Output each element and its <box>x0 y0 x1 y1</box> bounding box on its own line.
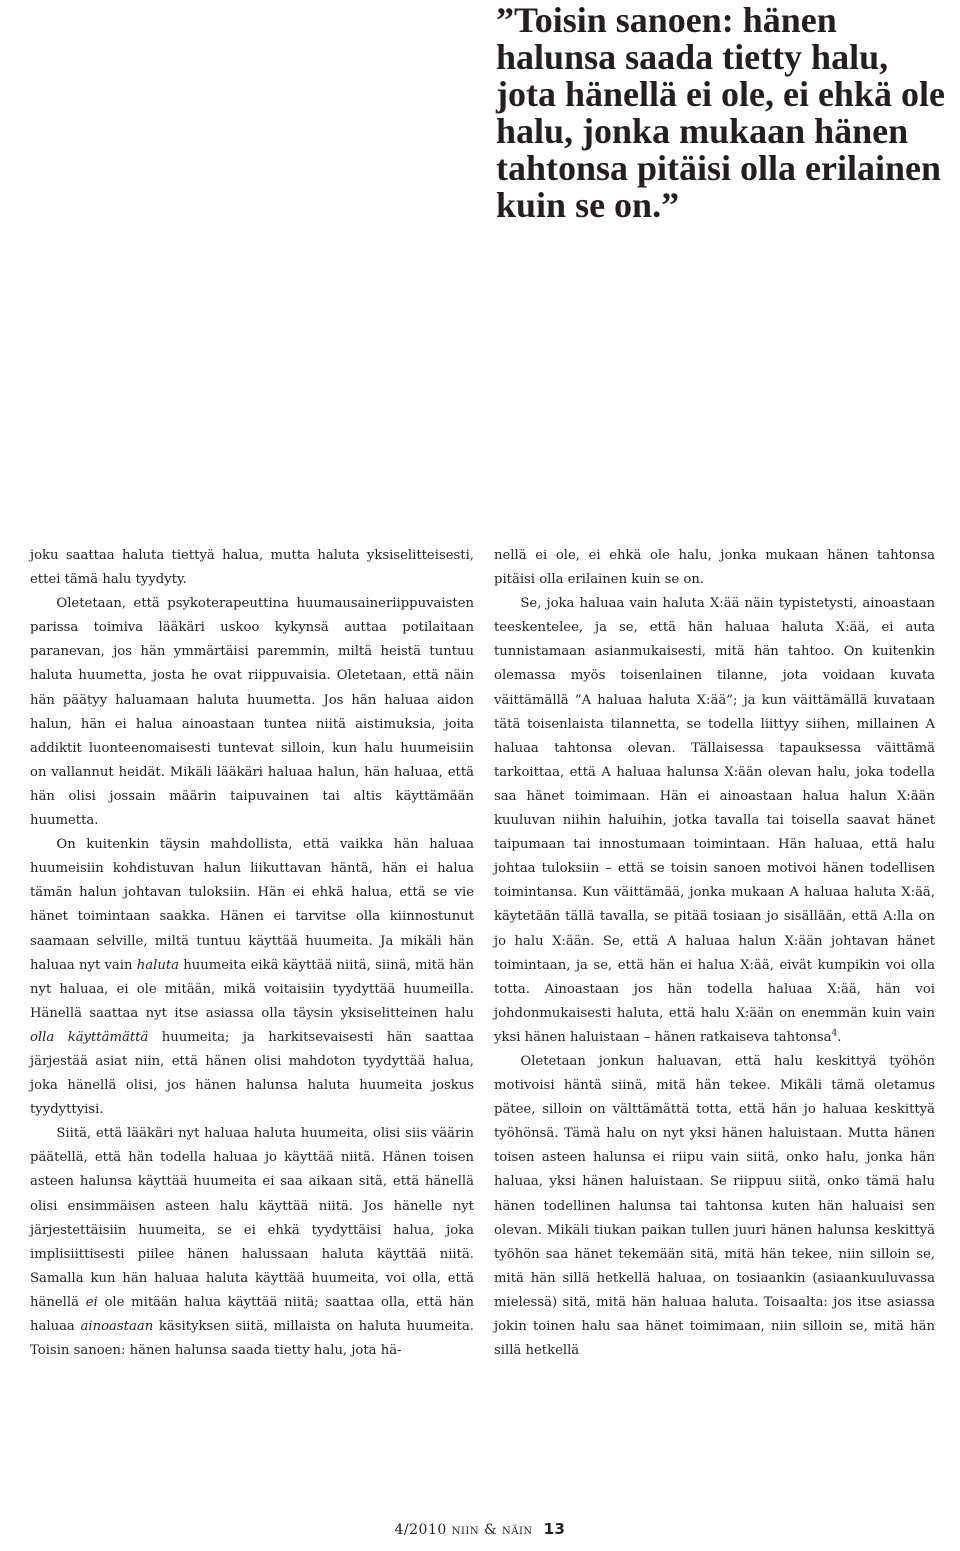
left-column <box>30 544 474 1363</box>
right-column <box>494 544 935 1363</box>
pull-quote: ”Toisin sanoen: hänen halunsa saada tietty halu, jota hänellä ei ole, ei ehkä ole halu, jonka mukaan hänen tahtonsa pitäisi olla erilainen kuin se on.” <box>496 0 945 225</box>
footnote-marker: 4 <box>831 1028 838 1039</box>
issue-number: 4/2010 <box>394 1522 447 1538</box>
emphasis: olla käyttämättä <box>30 1029 149 1045</box>
text-run: Siitä, että lääkäri nyt haluaa haluta huumeita, olisi siis väärin päätellä, että hän todella haluaa jo käyttää niitä. Hänen toisen asteen halunsa käyttää huumeita ei saa aikaan sitä, että hänellä olisi ensimmäisen asteen halu käyttää niitä. Jos hänelle nyt järjestettäisiin huumeita, se ei ehkä tyydyttäisi halua, joka implisiittisesti piilee hänen halussaan haluta käyttää niitä. Samalla kun hän haluaa haluta käyttää huumeita, voi olla, että hänellä <box>30 1126 474 1310</box>
emphasis: ei <box>85 1294 98 1310</box>
paragraph <box>30 1122 474 1363</box>
text-run: huumeita eikä käyttää niitä, siinä, mitä hän nyt haluaa, ei ole mitään, mikä voitaisiin tyydyttää huumeilla. Hänellä saattaa nyt itse asiassa olla täysin yksiselitteinen halu <box>30 957 475 1021</box>
paragraph <box>30 833 474 1122</box>
publication-name: niin & näin <box>451 1522 533 1538</box>
page-number: 13 <box>543 1520 566 1538</box>
page-footer <box>0 1520 960 1538</box>
text-run: huumeita; ja harkitsevaisesti hän saattaa järjestää asiat niin, että hänen olisi mahdoton tyydyttää halua, joka hänellä olisi, jos hänen halunsa haluta huumeita joskus tyydyttyisi. <box>30 1029 474 1118</box>
text-run: käsityksen siitä, millaista on haluta huumeita. Toisin sanoen: hänen halunsa saada tietty halu, jota hä- <box>30 1319 474 1359</box>
paragraph: nellä ei ole, ei ehkä ole halu, jonka mukaan hänen tahtonsa pitäisi olla erilainen kuin se on. <box>494 548 935 588</box>
paragraph: joku saattaa haluta tiettyä halua, mutta haluta yksiselitteisesti, ettei tämä halu tyydyty. <box>30 548 474 588</box>
paragraph: Oletetaan, että psykoterapeuttina huumausaineriippuvaisten parissa toimiva lääkäri uskoo kykynsä auttaa potilaitaan paranevan, jos hän ymmärtäisi paremmin, miltä heistä tuntuu haluta huumetta, josta he ovat riippuvaisia. Oletetaan, että näin hän päätyy haluamaan haluta huumetta. Jos hän haluaa aidon halun, hän ei halua ainoastaan tuntea niitä aistimuksia, joita addiktit luonteenomaisesti tuntevat silloin, kun halu huumeisiin on vallannut heidät. Mikäli lääkäri haluaa halun, hän haluaa, että hän olisi jossain määrin taipuvainen tai altis käyttämään huumetta. <box>30 596 474 829</box>
paragraph <box>494 592 935 1050</box>
text-run: ole mitään halua käyttää niitä; saattaa olla, että hän haluaa <box>30 1294 474 1334</box>
emphasis: ainoastaan <box>80 1319 154 1334</box>
text-run: Se, joka haluaa vain haluta X:ää näin typistetysti, ainoastaan teeskentelee, ja se, että hän haluaa haluta X:ää, ei auta tunnistamaan asianmukaisesti, mitä hän tahtoo. On kuitenkin olemassa myös toisenlainen tilanne, jota voidaan kuvata väittämällä ”A haluaa haluta X:ää”; ja kun väittämällä kuvataan tätä toisenlaista tilannetta, se todella liittyy siihen, millainen A haluaa tahtonsa olevan. Tällaisessa tapauksessa väittämä tarkoittaa, että A haluaa halunsa X:ään olevan halu, joka todella saa hänet toimimaan. Hän ei ainoastaan halua halun X:ään kuuluvan niihin haluihin, jotka tavalla tai toisella saavat hänet taipumaan tai innostumaan toimintaan. Hän haluaa, että halu johtaa tuloksiin – että se toisin sanoen motivoi hänen todellisen toimintansa. Kun väittämää, jonka mukaan A haluaa haluta X:ää, käytetään tällä tavalla, se pitää tosiaan jo sisällään, että A:lla on jo halu X:ään. Se, että A haluaa halun X:ään johtavan hänet toimintaan, ja se, että hän ei halua X:ää, eivät kumpikin voi olla totta. Ainoastaan jos hän todella haluaa X:ää, hän voi johdonmukaisesti haluta, että halu X:ään on enemmän kuin vain yksi hänen haluistaan – hänen ratkaiseva tahtonsa <box>494 596 935 1045</box>
text-run: . <box>837 1029 842 1045</box>
emphasis: haluta <box>136 957 179 973</box>
text-run: On kuitenkin täysin mahdollista, että vaikka hän haluaa huumeisiin kohdistuvan halun liikuttavan häntä, hän ei halua tämän halun johtavan tuloksiin. Hän ei ehkä halua, että se vie hänet toimintaan saakka. Hänen ei tarvitse olla kiinnostunut saamaan selville, miltä tuntuu käyttää huumeita. Ja mikäli hän haluaa nyt vain <box>30 837 474 973</box>
paragraph: Oletetaan jonkun haluavan, että halu keskittyä työhön motivoisi häntä siinä, mitä hän tekee. Mikäli tämä oletamus pätee, silloin on välttämättä totta, että hän jo haluaa keskittyä työhönsä. Tämä halu on nyt yksi hänen haluistaan. Mutta hänen toisen asteen halunsa ei riipu vain siitä, onko halu, jonka hän haluaa, yksi hänen haluistaan. Se riippuu siitä, onko tämä halu hänen todellinen halunsa tai tahtonsa kuten hän haluaisi sen olevan. Mikäli tiukan paikan tullen juuri hänen halunsa keskittyä työhön saa hänet tekemään sitä, mitä hän tekee, niin silloin se, mitä hän sillä hetkellä haluaa, on tosiaankin (asiaankuuluvassa mielessä) sitä, mitä hän haluaa haluta. Toisaalta: jos itse asiassa jokin toinen halu saa hänet toimimaan, niin silloin se, mitä hän sillä hetkellä <box>494 1053 935 1359</box>
